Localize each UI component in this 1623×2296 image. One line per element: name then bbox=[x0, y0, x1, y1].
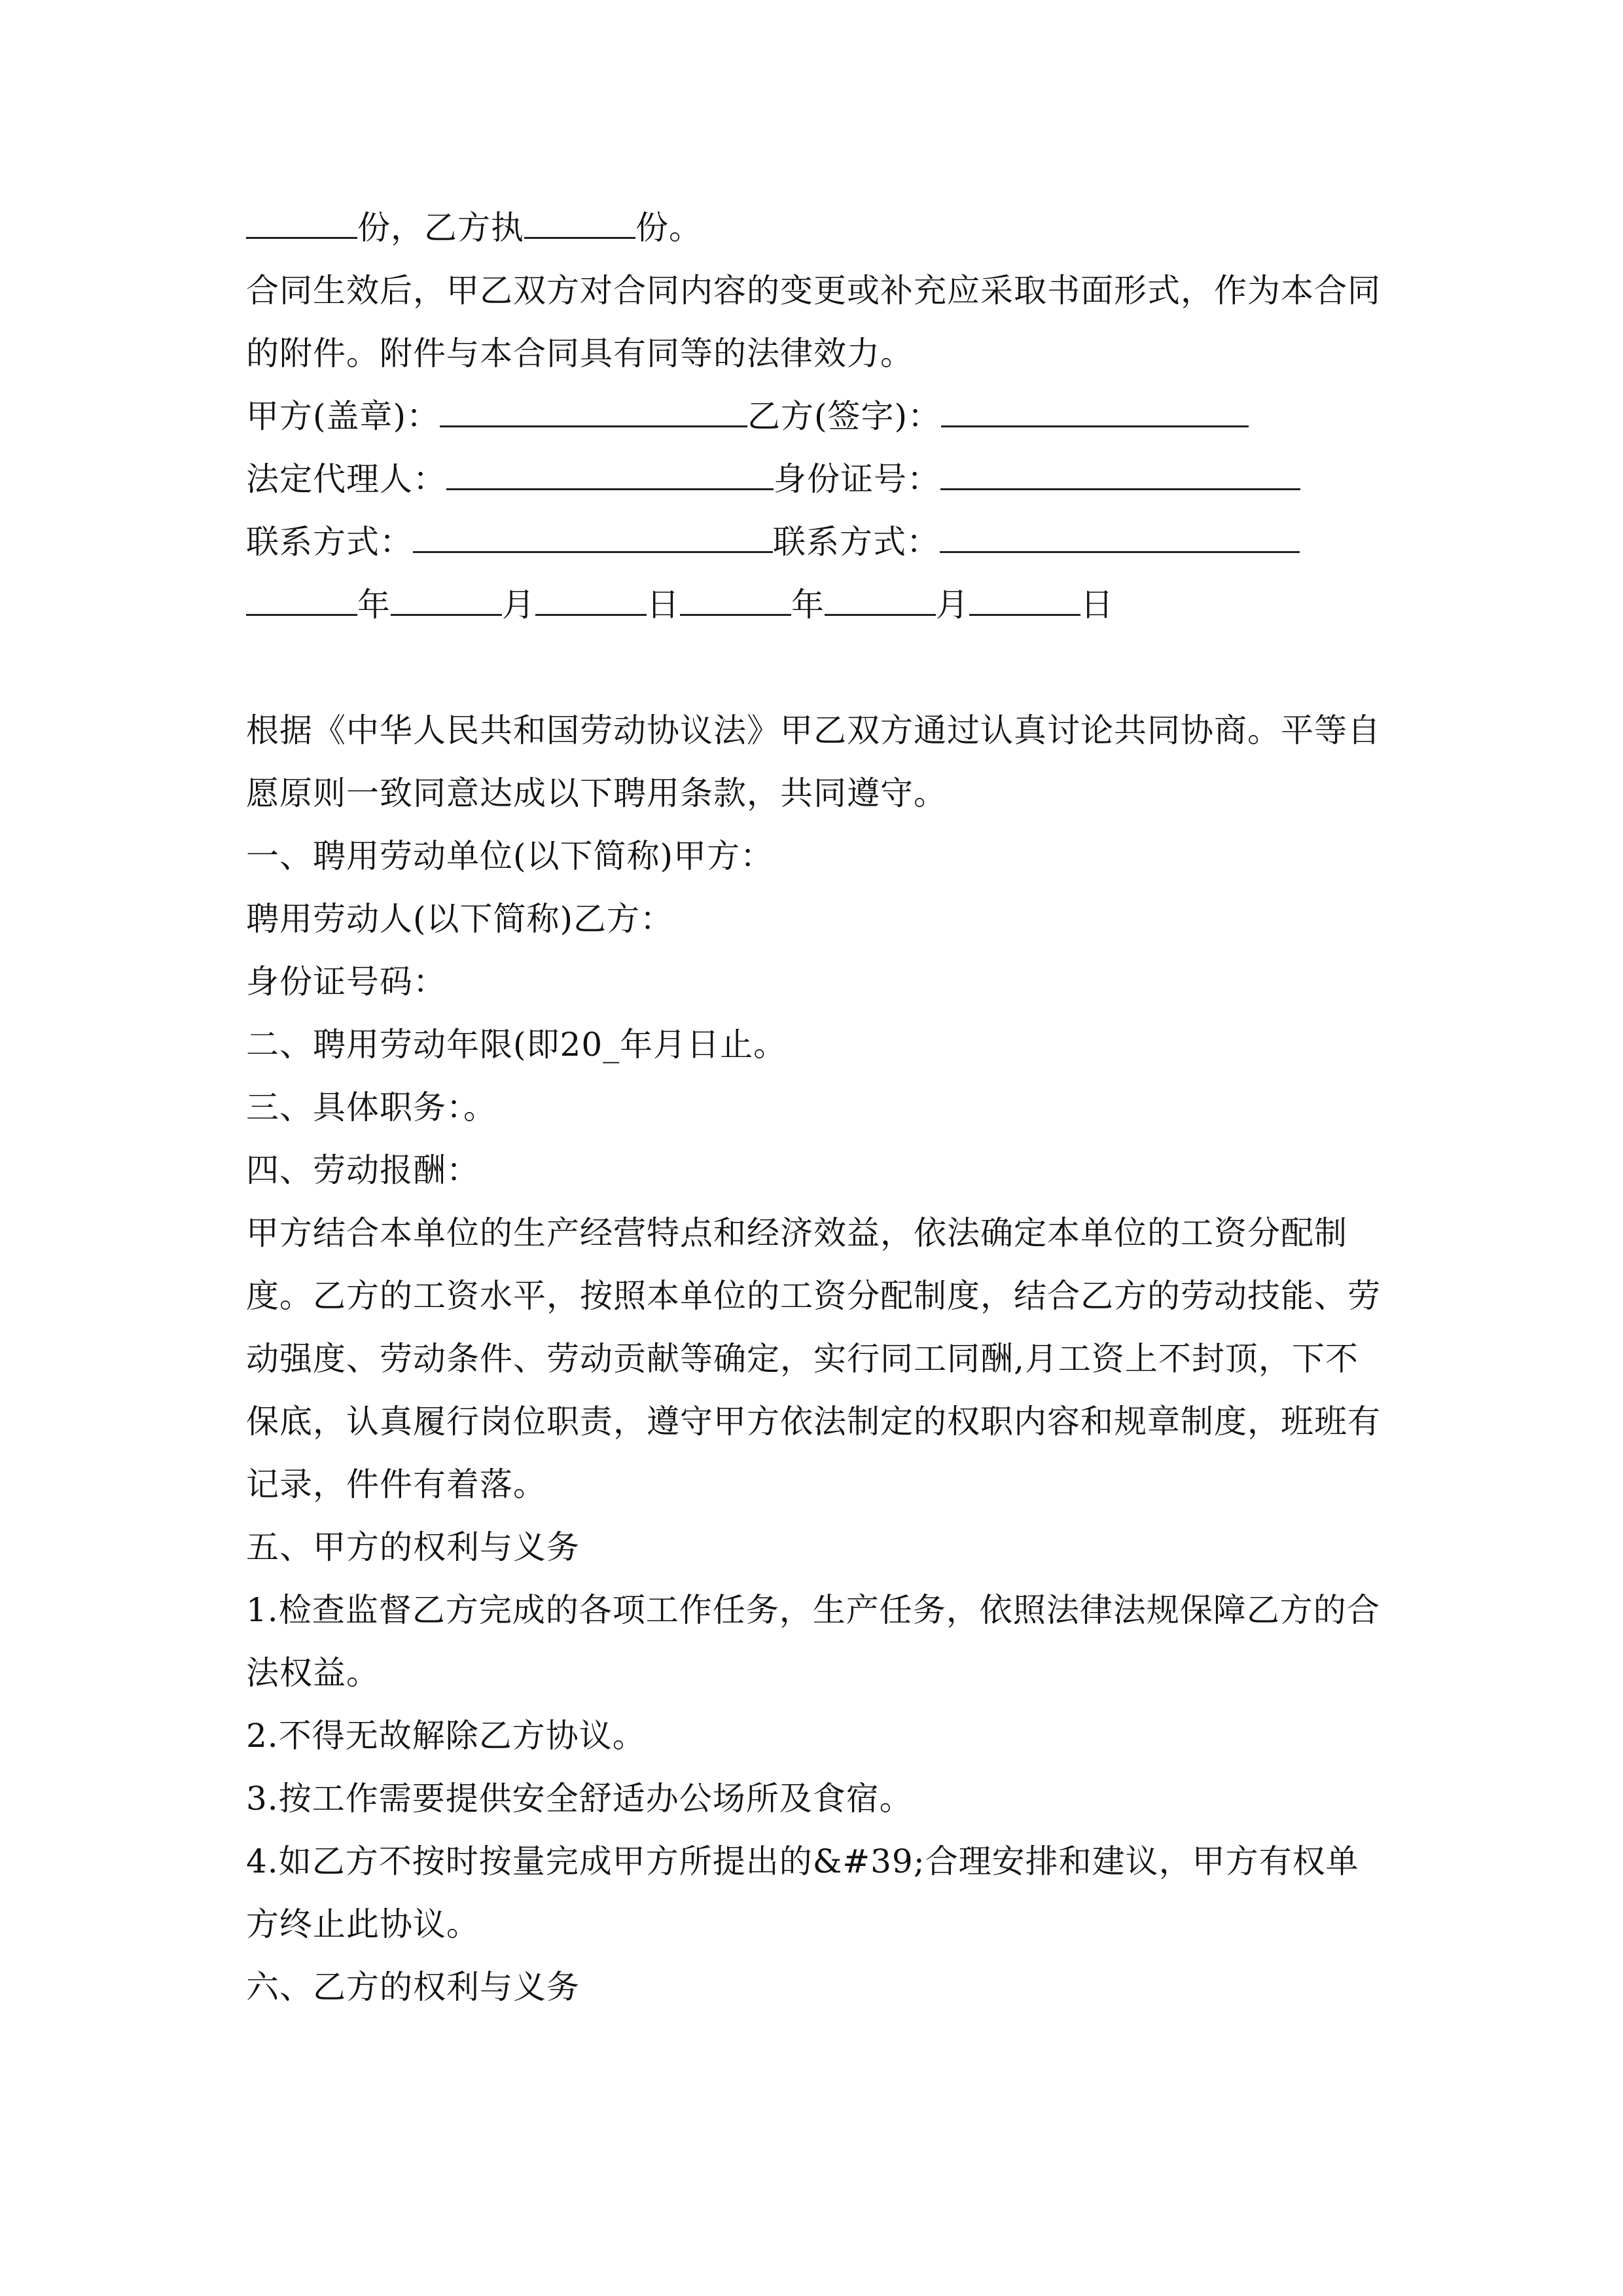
signature-row-2 bbox=[246, 448, 1385, 511]
section-1c: 身份证号码： bbox=[246, 963, 446, 1001]
blank-day-a[interactable] bbox=[535, 580, 647, 616]
label-month-a: 月 bbox=[502, 586, 535, 624]
signature-row-1 bbox=[246, 385, 1385, 448]
document-content bbox=[246, 196, 1385, 2018]
blank-contact-a[interactable] bbox=[413, 517, 773, 553]
section-5-item-3: 3.按工作需要提供安全舒适办公场所及食宿。 bbox=[246, 1780, 913, 1818]
section-6: 六、乙方的权利与义务 bbox=[246, 1968, 580, 2006]
label-year-b: 年 bbox=[791, 586, 825, 624]
section-5-item-1: 1.检查监督乙方完成的各项工作任务，生产任务，依照法律法规保障乙方的合法权益。 bbox=[246, 1591, 1380, 1692]
section-1b: 聘用劳动人(以下简称)乙方： bbox=[246, 900, 674, 938]
label-contact-b: 联系方式： bbox=[773, 523, 940, 561]
blank-legal-rep[interactable] bbox=[446, 454, 774, 490]
blank-day-b[interactable] bbox=[969, 580, 1080, 616]
section-1: 一、聘用劳动单位(以下简称)甲方： bbox=[246, 837, 774, 875]
paragraph-effective: 合同生效后，甲乙双方对合同内容的变更或补充应采取书面形式，作为本合同的附件。附件与本合同具有同等的法律效力。 bbox=[246, 272, 1381, 372]
copies-text-b: 份。 bbox=[635, 209, 702, 247]
signature-row-3 bbox=[246, 511, 1385, 573]
section-4: 四、劳动报酬： bbox=[246, 1151, 480, 1189]
paragraph-intro: 根据《中华人民共和国劳动协议法》甲乙双方通过认真讨论共同协商。平等自愿原则一致同意达成以下聘用条款，共同遵守。 bbox=[246, 711, 1381, 812]
blank-party-a-seal[interactable] bbox=[440, 391, 747, 427]
section-3: 三、具体职务：。 bbox=[246, 1088, 497, 1126]
section-5-item-4: 4.如乙方不按时按量完成甲方所提出的&#39;合理安排和建议，甲方有权单方终止此协议。 bbox=[246, 1842, 1359, 1943]
label-day-a: 日 bbox=[647, 586, 680, 624]
section-2: 二、聘用劳动年限(即20_年月日止。 bbox=[246, 1026, 787, 1064]
signature-date-row bbox=[246, 573, 1385, 636]
blank-year-a[interactable] bbox=[246, 580, 357, 616]
blank-id-no[interactable] bbox=[940, 454, 1300, 490]
spacer bbox=[246, 636, 1385, 699]
label-month-b: 月 bbox=[936, 586, 969, 624]
section-5: 五、甲方的权利与义务 bbox=[246, 1528, 580, 1566]
blank-party-b-sign[interactable] bbox=[941, 391, 1249, 427]
label-party-a-seal: 甲方(盖章)： bbox=[246, 397, 440, 435]
blank-copies-a[interactable] bbox=[246, 203, 357, 239]
label-party-b-sign: 乙方(签字)： bbox=[747, 397, 942, 435]
blank-year-b[interactable] bbox=[680, 580, 791, 616]
label-legal-rep: 法定代理人： bbox=[246, 460, 446, 498]
section-4-text: 甲方结合本单位的生产经营特点和经济效益，依法确定本单位的工资分配制度。乙方的工资水平，按照本单位的工资分配制度，结合乙方的劳动技能、劳动强度、劳动条件、劳动贡献等确定，实行同工同酬,月工资上不封顶，下不保底，认真履行岗位职责，遵守甲方依法制定的权职内容和规章制度，班班有记录，件件有着落。 bbox=[246, 1214, 1381, 1503]
blank-month-b[interactable] bbox=[825, 580, 936, 616]
label-year-a: 年 bbox=[357, 586, 391, 624]
label-contact-a: 联系方式： bbox=[246, 523, 413, 561]
blank-month-a[interactable] bbox=[391, 580, 502, 616]
copies-line bbox=[246, 196, 1385, 259]
blank-contact-b[interactable] bbox=[940, 517, 1300, 553]
label-day-b: 日 bbox=[1080, 586, 1114, 624]
copies-text-a: 份，乙方执 bbox=[357, 209, 524, 247]
label-id-no: 身份证号： bbox=[774, 460, 940, 498]
section-5-item-2: 2.不得无故解除乙方协议。 bbox=[246, 1717, 646, 1755]
blank-copies-b[interactable] bbox=[524, 203, 635, 239]
